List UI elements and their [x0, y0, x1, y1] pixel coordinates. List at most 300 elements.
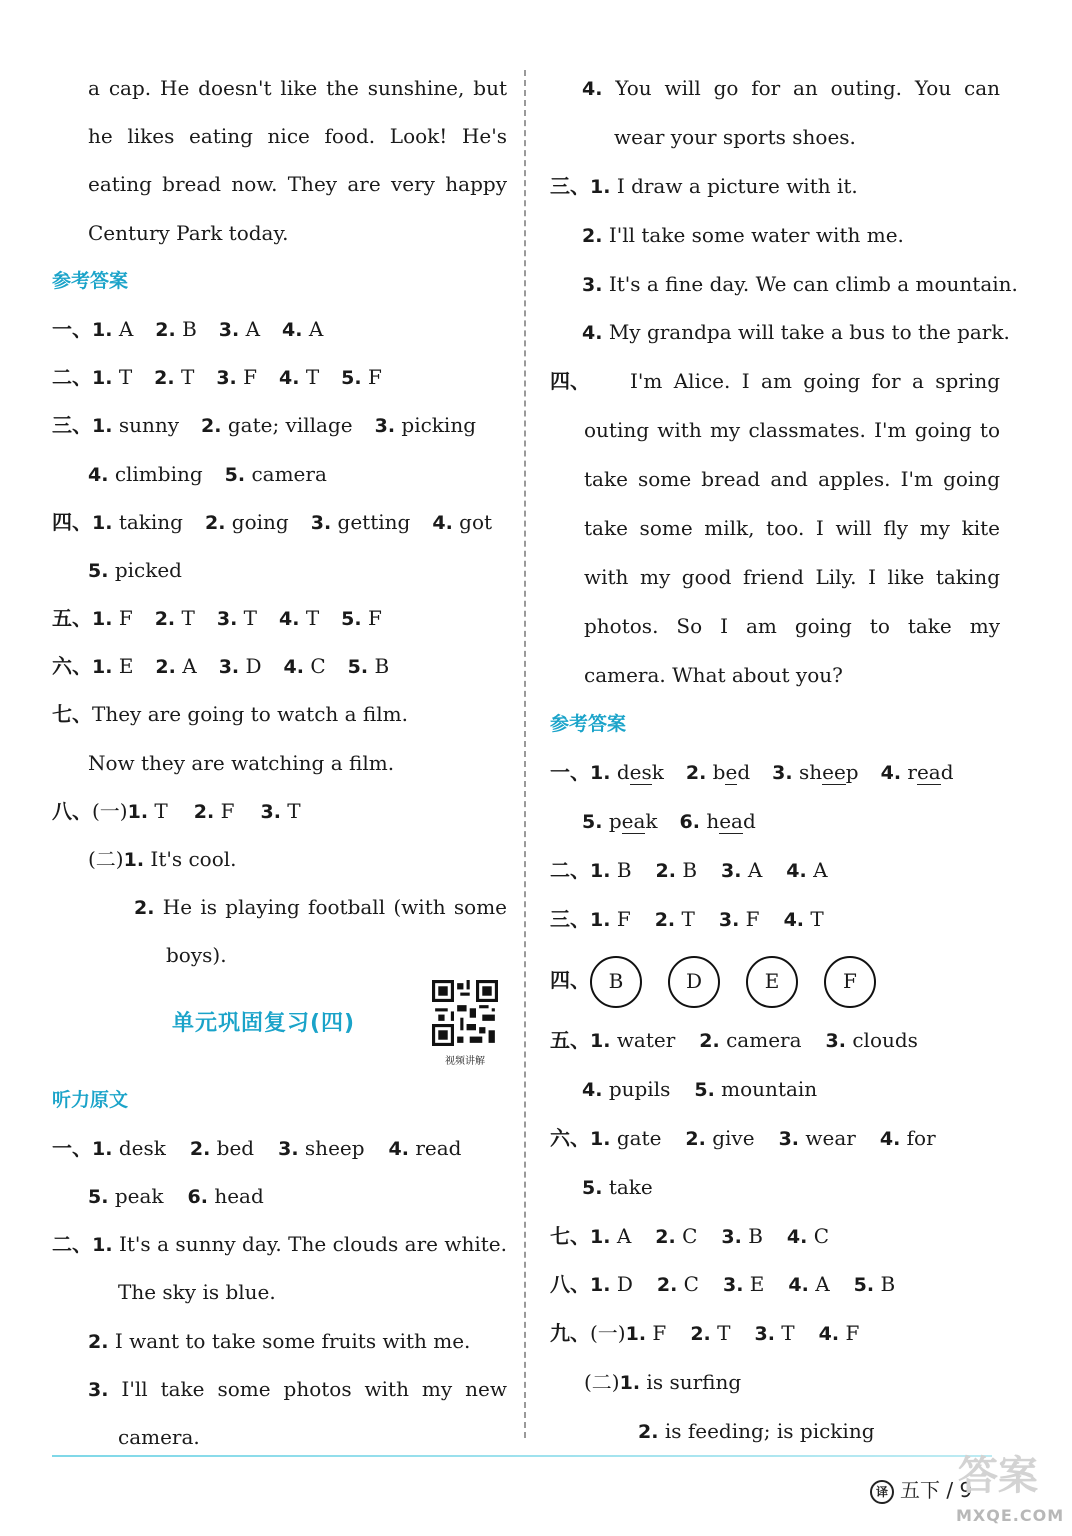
answer-item: [680, 809, 756, 833]
answer-items: [92, 654, 411, 678]
answer-item: [582, 809, 658, 833]
item-number: 5.: [853, 1274, 875, 1297]
answer-text: mountain: [721, 1076, 818, 1101]
item-number: 4.: [282, 318, 303, 341]
answer-item: [88, 462, 203, 486]
item-number: 4.: [432, 511, 453, 534]
answer-text: T: [180, 365, 195, 390]
answer-item: [284, 654, 326, 678]
word-part: d: [616, 760, 630, 785]
listening-three: [550, 162, 1018, 358]
item-number: 2.: [685, 1127, 706, 1150]
answer-items: [590, 907, 848, 931]
answer-item: [92, 654, 133, 678]
answer-text: going: [231, 509, 289, 534]
answer-row: [550, 748, 1000, 797]
item-number: 5.: [341, 367, 362, 390]
item-number: 1.: [590, 909, 611, 932]
item-number: 1.: [92, 318, 113, 341]
answer-row: [550, 1065, 1000, 1114]
answer-row: [550, 211, 1000, 260]
answer-text: T: [810, 907, 824, 932]
answer-text: C: [813, 1223, 830, 1248]
item-number: 2.: [155, 656, 176, 679]
answer-item: [279, 365, 319, 389]
answer-items: [582, 1077, 841, 1101]
item-number: 3.: [216, 608, 238, 631]
answer-item: [656, 858, 698, 882]
qr-label: 视频讲解: [445, 1055, 485, 1067]
answer-item: [590, 1126, 661, 1150]
section-mark: 六、: [550, 1125, 590, 1150]
section-mark: 三、: [550, 173, 590, 198]
answer-text: peak: [114, 1183, 164, 1208]
item-number: 1.: [92, 1137, 113, 1160]
answer-text: getting: [337, 509, 411, 534]
answers-heading: 参考答案: [52, 269, 129, 292]
answer-text: D: [616, 1272, 633, 1297]
answer-item: [881, 760, 954, 784]
edition-badge-icon: 译: [870, 1480, 894, 1504]
answer-row: [550, 1260, 1000, 1309]
answer-text: picking: [401, 413, 477, 438]
answer-text: F: [652, 1321, 667, 1346]
answer-item: [190, 1136, 254, 1160]
passage-line: [550, 455, 1000, 504]
item-number: 3.: [722, 1274, 744, 1297]
answer-row: [52, 594, 507, 642]
answer-text: I'll take some photos with my new: [121, 1376, 507, 1401]
answer-item: [389, 1136, 462, 1160]
answer-row: [52, 1317, 507, 1365]
item-number: 1.: [590, 762, 611, 785]
answer-item: [590, 1224, 631, 1248]
answer-text: Now they are watching a film.: [88, 750, 395, 775]
item-number: 3.: [88, 1378, 109, 1401]
answer-items: [626, 1321, 884, 1345]
answer-row: [52, 305, 507, 353]
answer-item: [205, 510, 289, 534]
answer-text: I'm Alice. I am going for a spring: [630, 369, 1000, 394]
answer-item: [92, 317, 133, 341]
part-mark: (一): [92, 798, 128, 823]
item-number: 4.: [582, 78, 603, 100]
word-part: k: [651, 760, 664, 785]
answer-text: A: [747, 858, 763, 883]
answer-text: clouds: [852, 1028, 918, 1053]
item-number: 2.: [193, 800, 215, 823]
answer-text: gate: [616, 1125, 662, 1150]
answer-row: [550, 1114, 1000, 1163]
answer-item: [880, 1126, 936, 1150]
answer-text: The sky is blue.: [118, 1280, 276, 1305]
item-number: 2.: [655, 860, 676, 883]
answer-items: [590, 760, 976, 784]
listening-two: [52, 1220, 507, 1461]
answer-item: [341, 365, 382, 389]
answer-text: sunny: [118, 413, 180, 438]
passage-line: [550, 357, 1000, 406]
answer-item: [92, 510, 183, 534]
item-number: 4.: [582, 1078, 603, 1101]
answer-item: [88, 558, 182, 582]
answer-text: A: [308, 316, 324, 341]
item-number: 4.: [788, 1274, 809, 1297]
item-number: 1.: [92, 608, 113, 631]
part-mark: (二): [88, 847, 124, 871]
section-mark: 八、: [550, 1272, 590, 1297]
answer-text: with my good friend Lily. I like taking: [584, 564, 1000, 589]
item-number: 1.: [590, 175, 611, 198]
answer-text: A: [182, 654, 197, 679]
page-number: 五下 / 9: [900, 1478, 973, 1502]
answer-items: [590, 1224, 853, 1248]
answer-item: [590, 907, 631, 931]
answer-row: [550, 797, 1000, 846]
item-number: 4.: [88, 463, 109, 486]
answer-row: [52, 546, 507, 594]
underlined-letters: ea: [916, 760, 941, 785]
answer-item: [721, 1224, 763, 1248]
item-number: 5.: [341, 608, 362, 631]
item-number: 3.: [721, 1225, 742, 1248]
item-number: 2.: [154, 367, 175, 390]
item-number: 2.: [88, 1330, 109, 1353]
answer-item: [772, 760, 858, 784]
answer-items: [92, 317, 345, 341]
answer-items: [590, 858, 852, 882]
word-part: d: [940, 760, 954, 785]
word-part: r: [907, 760, 917, 785]
answer-item: [260, 799, 300, 823]
answer-items: [92, 365, 404, 389]
answer-item: [655, 907, 695, 931]
answer-item: [699, 1028, 801, 1052]
item-number: 4.: [279, 367, 300, 390]
answer-item: [694, 1077, 817, 1101]
answer-row: [52, 883, 507, 931]
answer-text: C: [310, 654, 326, 679]
answer-row: [550, 846, 1000, 895]
section-mark: 四、: [52, 509, 92, 534]
answer-text: It's cool.: [150, 847, 237, 871]
answer-text: wear: [805, 1125, 856, 1150]
section-mark: 六、: [52, 654, 92, 679]
answer-text: outing with my classmates. I'm going to: [584, 418, 1000, 443]
answer-text: T: [717, 1321, 731, 1346]
item-number: 2.: [656, 1274, 678, 1297]
part-mark: (一): [590, 1321, 626, 1346]
answer-text: T: [287, 798, 301, 823]
answer-item: [786, 858, 827, 882]
answer-text: boys).: [166, 943, 227, 968]
answer-row: [550, 895, 1000, 944]
answer-item: [854, 1272, 896, 1296]
listening-four-passage: [550, 357, 1000, 699]
item-number: 4.: [783, 909, 805, 932]
answer-text: give: [712, 1125, 755, 1150]
item-number: 2.: [201, 415, 222, 438]
item-number: 2.: [189, 1137, 211, 1160]
section-mark: 一、: [52, 1135, 92, 1160]
word-part: d: [742, 809, 756, 834]
answer-item: [219, 317, 260, 341]
item-number: 3.: [754, 1323, 775, 1346]
answer-text: F: [118, 606, 133, 631]
section-mark: 八、: [52, 798, 92, 823]
passage-line: [550, 504, 1000, 553]
answer-text: F: [220, 798, 235, 823]
item-number: 3.: [825, 1030, 846, 1053]
answer-row: [550, 260, 1018, 309]
item-number: 4.: [786, 860, 807, 883]
item-number: 5.: [582, 811, 603, 834]
passage-line: [550, 406, 1000, 455]
answer-item: [754, 1321, 794, 1345]
answer-item: [657, 1272, 699, 1296]
section-mark: 五、: [550, 1028, 590, 1053]
answer-text: sheep: [304, 1135, 365, 1160]
answer-text: E: [118, 654, 134, 679]
answer-text: F: [616, 907, 631, 932]
answer-row: [52, 1268, 507, 1316]
answer-text: C: [682, 1223, 698, 1248]
word-part: p: [845, 760, 859, 785]
answer-text: F: [243, 365, 258, 390]
item-number: 1.: [625, 1323, 647, 1346]
section-mark: 二、: [52, 365, 92, 390]
left-column: [52, 64, 507, 1461]
passage-line: [550, 651, 1000, 700]
section-mark: 四、: [550, 968, 590, 993]
section-mark: 五、: [52, 606, 92, 631]
word-part: p: [608, 809, 622, 834]
item-number: 3.: [582, 273, 603, 296]
answer-item: [88, 1184, 164, 1208]
answer-text: It's a fine day. We can climb a mountain.: [608, 271, 1018, 296]
answer-text: A: [815, 1272, 830, 1297]
answer-item: [784, 907, 824, 931]
answer-text: T: [781, 1321, 795, 1346]
answer-text: got: [459, 509, 493, 534]
right-column: [550, 64, 1018, 1456]
answer-text: D: [245, 654, 262, 679]
item-number: 4.: [786, 1225, 808, 1248]
answer-item: [341, 606, 382, 630]
answer-item: [155, 654, 196, 678]
answer-list: [52, 305, 507, 691]
item-number: 3.: [218, 656, 240, 679]
section-mark: 九、: [550, 1321, 590, 1346]
answer-text: A: [245, 316, 261, 341]
answer-items: [582, 809, 778, 833]
answer-item: [155, 606, 195, 630]
answer-row: [550, 1016, 1000, 1065]
item-number: 3.: [374, 415, 396, 438]
word-part: h: [706, 809, 720, 834]
answer-item: [721, 858, 762, 882]
answer-row: [52, 450, 507, 498]
answer-text: bed: [216, 1135, 255, 1160]
answer-text: It's a sunny day. The clouds are white.: [118, 1232, 507, 1257]
answer-item: [348, 654, 390, 678]
answer-item: [92, 606, 133, 630]
watermark-text: 答案: [958, 1453, 1038, 1499]
answer-item: [590, 858, 632, 882]
item-number: 4.: [582, 322, 603, 345]
item-number: 1.: [127, 800, 149, 823]
answer-text: T: [243, 606, 258, 631]
item-number: 1.: [92, 656, 113, 679]
item-number: 4.: [279, 608, 300, 631]
answer-item: [128, 799, 168, 823]
answer-text: photos. So I am going to take my: [584, 613, 1000, 638]
item-number: 1.: [92, 511, 113, 534]
answer-item: [432, 510, 492, 534]
item-number: 2.: [582, 224, 603, 247]
answer-row: [52, 1220, 507, 1268]
watermark-url: MXQE.COM: [956, 1506, 1065, 1525]
item-number: 6.: [679, 811, 700, 834]
section-mark: 二、: [550, 858, 590, 883]
item-number: 2.: [699, 1030, 720, 1053]
answer-text: gate; village: [227, 413, 353, 438]
underlined-letters: es: [629, 760, 652, 785]
answer-row: [550, 1407, 1000, 1456]
item-number: 3.: [772, 762, 793, 785]
qr-code-icon[interactable]: [432, 980, 498, 1046]
answer-text: A: [118, 316, 134, 341]
item-number: 3.: [216, 367, 237, 390]
item-number: 4.: [388, 1137, 409, 1160]
answer-items: [88, 462, 349, 486]
item-number: 3.: [310, 511, 332, 534]
answer-items: [582, 1175, 677, 1199]
answer-text: I draw a picture with it.: [616, 173, 858, 198]
answer-items: [92, 413, 498, 437]
answer-row: [550, 1309, 1000, 1358]
answer-text: is surfing: [646, 1370, 742, 1395]
item-number: 3.: [721, 860, 742, 883]
answer-item: [626, 1321, 667, 1345]
answer-item: [788, 1272, 829, 1296]
answer-text: T: [118, 365, 133, 390]
answer-item: [590, 1272, 633, 1296]
answer-row: [52, 1365, 507, 1413]
answer-item: [787, 1224, 829, 1248]
answer-item: [278, 1136, 364, 1160]
circled-answers: [590, 968, 902, 992]
answer-item: [779, 1126, 856, 1150]
answer-text: camera. What about you?: [584, 662, 843, 687]
answer-item: [188, 1184, 264, 1208]
answer-text: I'll take some water with me.: [608, 222, 904, 247]
item-number: 4.: [283, 656, 304, 679]
item-number: 2.: [690, 1323, 711, 1346]
answer-row: [550, 308, 1010, 357]
circled-answer: F: [824, 956, 876, 1008]
answer-text: is feeding; is picking: [664, 1419, 875, 1444]
section-mark: 三、: [52, 413, 92, 438]
item-number: 3.: [278, 1137, 299, 1160]
passage-line: he likes eating nice food. Look! He's: [88, 124, 507, 149]
answer-text: desk: [118, 1135, 166, 1160]
answer-item: [690, 1321, 730, 1345]
underlined-letters: ea: [719, 809, 743, 834]
item-number: 5.: [582, 1176, 603, 1199]
item-number: 2.: [638, 1421, 659, 1444]
item-number: 1.: [123, 849, 145, 871]
answer-items: [590, 1126, 960, 1150]
answer-item: [686, 760, 750, 784]
answer-text: C: [683, 1272, 699, 1297]
part-mark: (二): [584, 1370, 620, 1395]
answer-text: B: [182, 316, 197, 341]
section-mark: 七、: [550, 1223, 590, 1248]
unit-title: 单元巩固复习(四): [172, 1010, 356, 1036]
answer-row: [550, 944, 1000, 1016]
item-number: 5.: [347, 656, 369, 679]
answer-row: [550, 1212, 1000, 1261]
answer-text: My grandpa will take a bus to the park.: [608, 320, 1010, 345]
word-part: d: [737, 760, 751, 785]
answer-row: [52, 498, 507, 546]
underlined-letters: ea: [621, 809, 646, 834]
answer-text: B: [880, 1272, 896, 1297]
answer-items: [88, 1184, 288, 1208]
answer-text: A: [813, 858, 828, 883]
answer-item: [590, 760, 664, 784]
item-number: 2.: [155, 318, 176, 341]
answer-text: T: [181, 606, 195, 631]
answer-text: A: [616, 1223, 632, 1248]
answer-row: [550, 1163, 1000, 1212]
answer-item: [92, 1136, 166, 1160]
answer-item: [590, 1028, 675, 1052]
answer-row-seven: [52, 690, 507, 738]
answer-text: read: [415, 1135, 462, 1160]
answer-item: [282, 317, 323, 341]
answer-text: water: [616, 1028, 676, 1053]
answer-item: [194, 799, 235, 823]
item-number: 4.: [880, 762, 902, 785]
answer-item: [225, 462, 327, 486]
item-number: 4.: [879, 1127, 901, 1150]
section-mark: 一、: [52, 316, 92, 341]
underlined-letters: ee: [822, 760, 846, 785]
answer-text: F: [367, 606, 382, 631]
answer-item: [279, 606, 319, 630]
answer-row-eight: [52, 787, 507, 835]
answer-items: [92, 606, 404, 630]
passage-line: [550, 602, 1000, 651]
item-number: 3.: [718, 909, 740, 932]
answer-item: [217, 606, 257, 630]
answer-text: E: [749, 1272, 765, 1297]
answer-items: [128, 799, 327, 823]
answer-text: head: [214, 1183, 264, 1208]
answer-text: B: [374, 654, 390, 679]
answer-item: [582, 1175, 653, 1199]
item-number: 6.: [187, 1185, 208, 1208]
word-part: b: [712, 760, 726, 785]
section-mark: 三、: [550, 907, 590, 932]
item-number: 5.: [88, 559, 109, 582]
answer-text: He is playing football (with some: [162, 895, 507, 920]
item-number: 4.: [818, 1323, 840, 1346]
answer-item: [92, 365, 132, 389]
answers-heading: 参考答案: [550, 712, 627, 735]
